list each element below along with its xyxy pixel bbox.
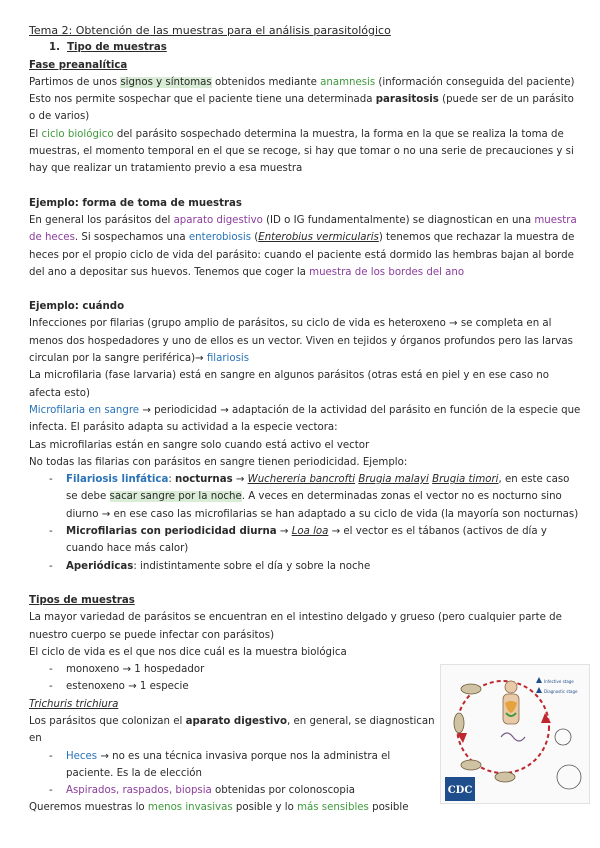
fase-paragraph-1: Partimos de unos signos y síntomas obtenidos mediante anamnesis (información conseguida del paciente) [29, 76, 575, 88]
list-item: - Heces → no es una técnica invasiva porque nos la administra el paciente. Es la de elección [29, 748, 439, 783]
fase-paragraph-2: Esto nos permite sospechar que el paciente tiene una determinada parasitosis (puede ser de un parásito o de varios) [29, 94, 574, 123]
worm-icon [501, 733, 525, 741]
sample-list [29, 748, 439, 800]
ejemplo-cuando-paragraph-3: Microfilaria en sangre → periodicidad → adaptación de la actividad del parásito en función de la especie que infecta. El parásito adapta su actividad a la especie vectora: [29, 404, 581, 434]
egg-icon [461, 760, 481, 770]
list-item: - Microfilarias con periodicidad diurna → Loa loa → el vector es el tábanos (activos de día y cuando hace más calor) [29, 523, 581, 558]
section-label: Tipo de muestras [67, 42, 167, 54]
ejemplo-cuando-paragraph-4: Las microfilarias están en sangre solo cuando está activo el vector [29, 439, 370, 451]
tipos-paragraph-2: El ciclo de vida es el que nos dice cuál es la muestra biológica [29, 646, 347, 658]
egg-icon [454, 713, 464, 733]
infective-stage-label: Infective stage [544, 679, 574, 684]
section-number: 1. [49, 42, 60, 54]
worm-detail-icon [557, 765, 581, 789]
periodicity-list [29, 471, 581, 575]
list-item: - estenoxeno → 1 especie [29, 678, 581, 695]
fase-paragraph-3: El ciclo biológico del parásito sospechado determina la muestra, la forma en la que se realiza la toma de muestras, el momento temporal en el que se recoge, si hay que tomar o no una serie de precauciones y si hay que realizar un tratamiento previo a esa muestra [29, 128, 574, 175]
life-cycle-figure [440, 664, 590, 804]
ejemplo-forma-paragraph: En general los parásitos del aparato digestivo (ID o IG fundamentalmente) se diagnostican en una muestra de heces. Si sospechamos una enterobiosis (Enterobius vermicularis) tenemos que rechazar la muestra de heces por el propio ciclo de vida del parásito: cuando el paciente está dormido las hembras bajan al borde del ano a depositar sus huevos. Tenemos que coger la muestra de los bordes del ano [29, 214, 577, 278]
infective-stage-icon [536, 677, 542, 683]
cycle-arrow-ring [457, 681, 549, 773]
tipos-paragraph-3: Los parásitos que colonizan el aparato digestivo, en general, se diagnostican en [29, 715, 435, 745]
list-item: - monoxeno → 1 hospedador [29, 661, 581, 678]
life-cycle-diagram [441, 665, 589, 803]
cdc-logo-text: CDC [447, 785, 473, 796]
page-title: Tema 2: Obtención de las muestras para el análisis parasitológico [29, 24, 391, 37]
section-heading [49, 39, 581, 56]
list-item: - Aspirados, raspados, biopsia obtenidas por colonoscopia [29, 782, 439, 799]
ejemplo-cuando-paragraph-1: Infecciones por filarias (grupo amplio de parásitos, su ciclo de vida es heteroxeno → se completa en al menos dos hospedadores y uno de ellos es un vector. Viven en tejidos y órganos profundos pero las larvas circulan por la sangre periférica)→ filariosis [29, 318, 573, 365]
ejemplo-cuando-paragraph-5: No todas las filarias con parásitos en sangre tienen periodicidad. Ejemplo: [29, 456, 408, 468]
worm-detail-icon [555, 729, 571, 745]
egg-icon [461, 684, 481, 694]
human-head-icon [505, 681, 517, 693]
egg-icon [495, 772, 515, 782]
ejemplo-cuando-paragraph-2: La microfilaria (fase larvaria) está en sangre en algunos parásitos (otras está en piel y en ese caso no afecta esto) [29, 370, 549, 399]
fase-heading: Fase preanalítica [29, 59, 128, 71]
list-item: - Filariosis linfática: nocturnas → Wuchereria bancrofti Brugia malayi Brugia timori, en este caso se debe sacar sangre por la noche. A veces en determinadas zonas el vector no es nocturno sino diurno → en ese caso las microfilarias se han adaptado a su ciclo de vida (la mayoría son nocturnas) [29, 471, 581, 523]
list-item: - Aperiódicas: indistintamente sobre el día y sobre la noche [29, 558, 581, 575]
species-name: Trichuris trichiura [29, 698, 119, 710]
ejemplo-cuando-heading: Ejemplo: cuándo [29, 301, 125, 313]
tipos-paragraph-1: La mayor variedad de parásitos se encuentran en el intestino delgado y grueso (pero cualquier parte de nuestro cuerpo se puede infectar con parásitos) [29, 612, 562, 641]
tipos-heading: Tipos de muestras [29, 594, 135, 606]
diagnostic-stage-label: Diagnostic stage [544, 689, 578, 694]
diagnostic-stage-icon [536, 687, 542, 693]
ejemplo-forma-heading: Ejemplo: forma de toma de muestras [29, 197, 242, 209]
arrow-head-icon [541, 713, 551, 723]
tipos-paragraph-4: Queremos muestras lo menos invasivas posible y lo más sensibles posible [29, 802, 409, 814]
